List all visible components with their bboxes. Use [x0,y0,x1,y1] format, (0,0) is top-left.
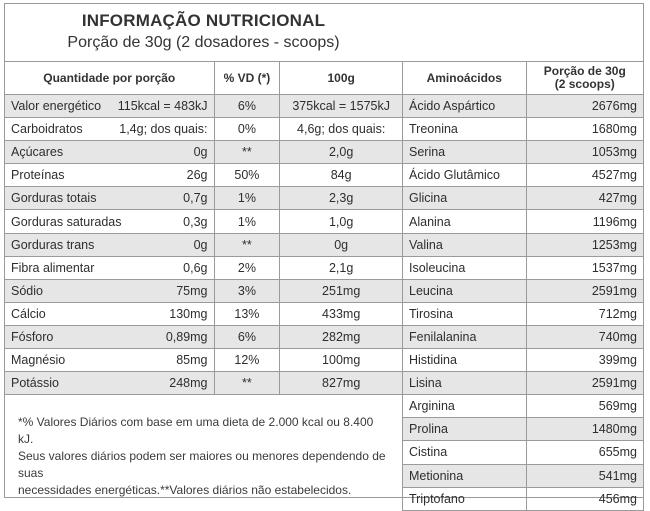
amino-name: Alanina [403,210,527,233]
amino-name: Ácido Glutâmico [403,164,527,187]
nutrient-cell [5,325,215,348]
amino-value: 569mg [526,395,643,418]
amino-value: 1253mg [526,233,643,256]
table-row [5,256,403,279]
amino-value: 4527mg [526,164,643,187]
amino-name: Triptofano [403,487,527,510]
amino-name: Valina [403,233,527,256]
table-row [5,187,403,210]
column-header-portion-line2: (2 scoops) [554,77,615,91]
table-row [403,233,644,256]
amino-value: 2676mg [526,95,643,118]
vd-cell: ** [214,372,280,395]
amino-value: 1196mg [526,210,643,233]
table-row [403,418,644,441]
vd-cell: 2% [214,256,280,279]
table-row [5,210,403,233]
footnote [18,414,388,499]
nutrient-amount: 85mg [176,353,208,368]
nutrient-cell [5,164,215,187]
per100-cell: 4,6g; dos quais: [280,118,403,141]
table-row [403,141,644,164]
table-row [403,118,644,141]
amino-name: Histidina [403,349,527,372]
nutrient-name: Gorduras trans [11,237,95,252]
amino-name: Ácido Aspártico [403,95,527,118]
table-row [5,95,403,118]
column-header-vd: % VD (*) [214,62,280,95]
table-row [5,349,403,372]
amino-value: 1537mg [526,256,643,279]
per100-cell: 827mg [280,372,403,395]
nutrient-amount: 0g [193,237,208,252]
table-row [5,233,403,256]
vd-cell: 3% [214,279,280,302]
per100-cell: 2,3g [280,187,403,210]
column-header-portion-line1: Porção de 30g [543,64,626,78]
per100-cell: 282mg [280,325,403,348]
nutrient-cell [5,256,215,279]
amino-value: 1053mg [526,141,643,164]
per100-cell: 2,1g [280,256,403,279]
table-row [403,256,644,279]
amino-name: Leucina [403,279,527,302]
amino-value: 399mg [526,349,643,372]
footnote-line: *% Valores Diários com base em uma dieta de 2.000 kcal ou 8.400 kJ. [18,415,374,446]
nutrient-name: Gorduras saturadas [11,214,122,229]
nutrient-cell [5,187,215,210]
table-row [403,464,644,487]
per100-cell: 2,0g [280,141,403,164]
vd-cell: 6% [214,325,280,348]
nutrient-name: Cálcio [11,306,46,321]
amino-name: Tirosina [403,302,527,325]
table-row [403,372,644,395]
nutrient-cell [5,302,215,325]
table-row [403,395,644,418]
per100-cell: 251mg [280,279,403,302]
per100-cell: 433mg [280,302,403,325]
amino-name: Treonina [403,118,527,141]
amino-name: Isoleucina [403,256,527,279]
column-header-amino: Aminoácidos [403,62,527,95]
amino-value: 1680mg [526,118,643,141]
nutrient-amount: 115kcal = 483kJ [117,99,208,114]
amino-name: Fenilalanina [403,325,527,348]
amino-value: 2591mg [526,279,643,302]
nutrient-cell [5,95,215,118]
vd-cell: ** [214,141,280,164]
per100-cell: 375kcal = 1575kJ [280,95,403,118]
table-row [403,487,644,510]
nutrient-amount: 248mg [169,376,208,391]
nutrient-amount: 0,7g [183,191,208,206]
table-row [5,118,403,141]
nutrient-name: Carboidratos [11,122,83,137]
amino-value: 712mg [526,302,643,325]
nutrient-cell [5,349,215,372]
amino-name: Glicina [403,187,527,210]
nutrient-name: Fósforo [11,329,54,344]
vd-cell: 1% [214,210,280,233]
per100-cell: 100mg [280,349,403,372]
nutrient-name: Proteínas [11,168,65,183]
per100-cell: 0g [280,233,403,256]
table-row [5,302,403,325]
amino-value: 2591mg [526,372,643,395]
amino-acid-table [402,61,644,511]
amino-name: Cistina [403,441,527,464]
nutrient-name: Valor energético [11,99,102,114]
nutrient-cell [5,141,215,164]
table-row [403,349,644,372]
amino-name: Metionina [403,464,527,487]
nutrient-amount: 0g [193,145,208,160]
amino-value: 541mg [526,464,643,487]
table-row [5,164,403,187]
column-header-portion [526,62,643,95]
nutrient-amount: 1,4g; dos quais: [119,122,208,137]
amino-value: 1480mg [526,418,643,441]
nutrient-name: Gorduras totais [11,191,97,206]
table-row [5,372,403,395]
nutrient-cell [5,279,215,302]
amino-value: 740mg [526,325,643,348]
footnote-line: Seus valores diários podem ser maiores ou menores dependendo de suas [18,449,386,480]
nutrient-name: Potássio [11,376,59,391]
table-row [403,164,644,187]
nutrient-cell [5,233,215,256]
vd-cell: 13% [214,302,280,325]
amino-name: Prolina [403,418,527,441]
table-row [5,141,403,164]
table-row [403,210,644,233]
nutrient-amount: 130mg [169,306,208,321]
table-row [403,279,644,302]
vd-cell: 6% [214,95,280,118]
nutrient-name: Sódio [11,283,43,298]
nutrition-header-row [5,62,403,95]
amino-name: Arginina [403,395,527,418]
table-row [403,441,644,464]
amino-value: 655mg [526,441,643,464]
table-row [5,325,403,348]
table-row [5,279,403,302]
vd-cell: 12% [214,349,280,372]
nutrient-cell [5,118,215,141]
nutrient-amount: 0,6g [183,260,208,275]
serving-size: Porção de 30g (2 dosadores - scoops) [67,34,340,51]
nutrient-cell [5,372,215,395]
table-row [403,302,644,325]
vd-cell: 50% [214,164,280,187]
vd-cell: 1% [214,187,280,210]
nutrient-amount: 75mg [176,283,208,298]
per100-cell: 1,0g [280,210,403,233]
nutrient-amount: 26g [186,168,208,183]
vd-cell: ** [214,233,280,256]
table-row [403,325,644,348]
column-header-100g: 100g [280,62,403,95]
amino-value: 427mg [526,187,643,210]
table-row [403,95,644,118]
nutrient-cell [5,210,215,233]
title-area [4,3,403,61]
nutrient-name: Fibra alimentar [11,260,95,275]
amino-header-row [403,62,644,95]
nutrient-name: Magnésio [11,353,66,368]
table-row [403,187,644,210]
nutrient-amount: 0,3g [183,214,208,229]
nutrient-amount: 0,89mg [165,329,208,344]
per100-cell: 84g [280,164,403,187]
nutrient-name: Açúcares [11,145,64,160]
page-title: INFORMAÇÃO NUTRICIONAL [81,11,326,30]
footnote-line: necessidades energéticas.**Valores diários não estabelecidos. [18,483,352,497]
amino-name: Lisina [403,372,527,395]
column-header-quantity: Quantidade por porção [5,62,215,95]
vd-cell: 0% [214,118,280,141]
amino-value: 456mg [526,487,643,510]
amino-name: Serina [403,141,527,164]
